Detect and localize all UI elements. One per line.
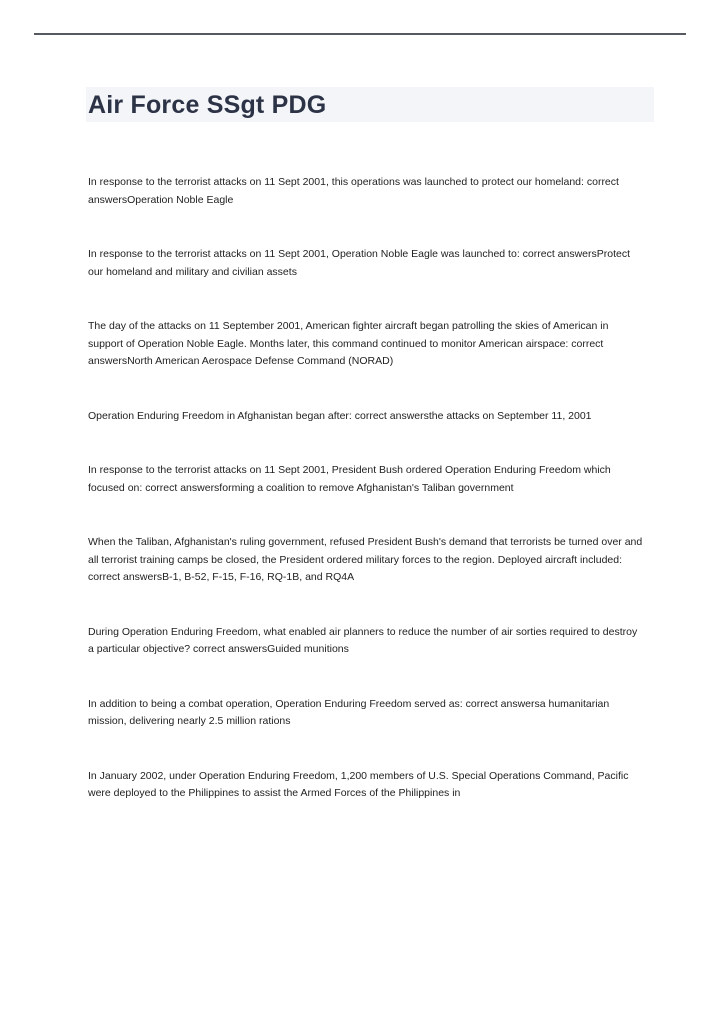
qa-item: In response to the terrorist attacks on 11 Sept 2001, Operation Noble Eagle was launched to: correct answersProtect our homeland and military and civilian assets [88,248,631,278]
qa-item: Operation Enduring Freedom in Afghanistan began after: correct answersthe attacks on September 11, 2001 [88,409,592,422]
qa-item: When the Taliban, Afghanistan's ruling government, refused President Bush's demand that terrorists be turned over and all terrorist training camps be closed, the President ordered military forces to the region. Deployed aircraft included: correct answersB-1, B-52, F-15, F-16, RQ-1B, and RQ4A [88,536,643,583]
qa-item: In response to the terrorist attacks on 11 Sept 2001, this operations was launched to protect our homeland: correct answersOperation Noble Eagle [88,176,619,206]
qa-item: In January 2002, under Operation Enduring Freedom, 1,200 members of U.S. Special Operations Command, Pacific were deployed to the Philippines to assist the Armed Forces of the Philippines in [88,769,629,799]
qa-item: In addition to being a combat operation, Operation Enduring Freedom served as: correct answersa humanitarian mission, delivering nearly 2.5 million rations [88,697,610,727]
qa-item: The day of the attacks on 11 September 2001, American fighter aircraft began patrolling the skies of American in support of Operation Noble Eagle. Months later, this command continued to monitor American airspace: correct answersNorth American Aerospace Defense Command (NORAD) [88,320,609,367]
qa-item: In response to the terrorist attacks on 11 Sept 2001, President Bush ordered Operation Enduring Freedom which focused on: correct answersforming a coalition to remove Afghanistan's Taliban government [88,464,611,494]
qa-item: During Operation Enduring Freedom, what enabled air planners to reduce the number of air sorties required to destroy a particular objective? correct answersGuided munitions [88,625,638,655]
document-title: Air Force SSgt PDG [88,91,327,119]
qa-list [88,174,644,803]
top-divider [34,33,686,35]
